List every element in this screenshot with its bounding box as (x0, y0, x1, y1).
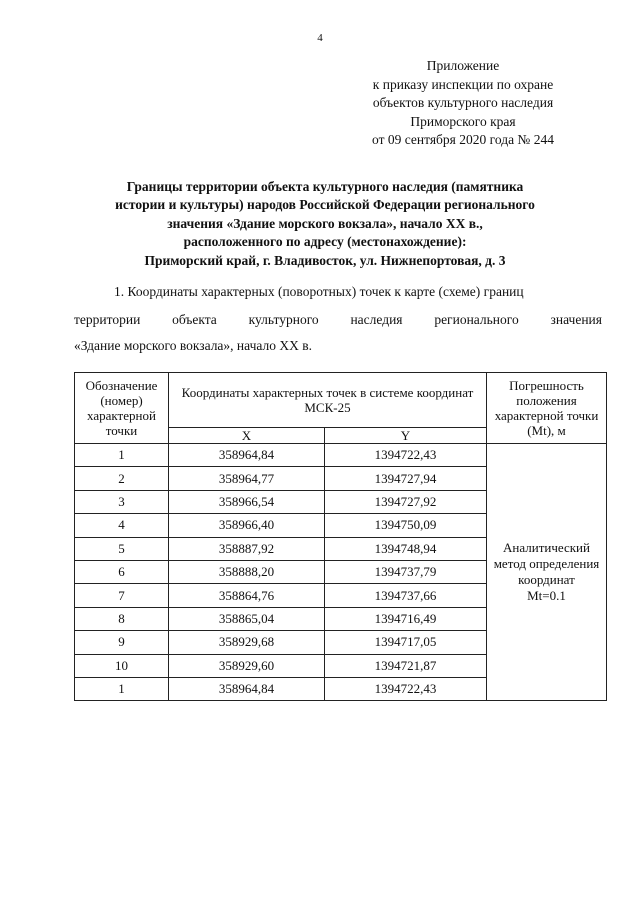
paragraph-line-1: 1. Координаты характерных (поворотных) точек к карте (схеме) границ (114, 284, 524, 299)
paragraph-word: значения (550, 312, 602, 327)
paragraph-word: регионального (434, 312, 519, 327)
x-cell: 358929,60 (169, 654, 325, 677)
point-cell: 1 (75, 677, 169, 700)
point-cell: 1 (75, 444, 169, 467)
error-note-line: координат (518, 572, 575, 588)
x-cell: 358888,20 (169, 560, 325, 583)
title-line: расположенного по адресу (местонахождение): (183, 234, 467, 250)
point-cell: 8 (75, 607, 169, 630)
title-line: истории и культуры) народов Российской Федерации регионального (115, 197, 535, 213)
x-cell: 358966,54 (169, 490, 325, 513)
point-cell: 9 (75, 631, 169, 654)
appendix-line: Приморского края (410, 113, 516, 129)
x-cell: 358964,84 (169, 444, 325, 467)
paragraph-word: территории (74, 312, 141, 327)
point-cell: 6 (75, 560, 169, 583)
y-cell: 1394722,43 (325, 444, 487, 467)
point-cell: 3 (75, 490, 169, 513)
error-note-cell (487, 444, 607, 701)
y-cell: 1394750,09 (325, 514, 487, 537)
y-cell: 1394727,94 (325, 467, 487, 490)
paragraph-line-3: «Здание морского вокзала», начало XX в. (74, 338, 312, 353)
y-cell: 1394721,87 (325, 654, 487, 677)
header-coordinates: Координаты характерных точек в системе координат МСК-25 (169, 373, 487, 428)
error-note-line: Mt=0.1 (527, 588, 566, 604)
y-cell: 1394727,92 (325, 490, 487, 513)
header-x: X (169, 428, 325, 444)
point-cell: 7 (75, 584, 169, 607)
x-cell: 358864,76 (169, 584, 325, 607)
y-cell: 1394722,43 (325, 677, 487, 700)
paragraph-line-2 (74, 312, 602, 328)
appendix-line: Приложение (426, 58, 500, 73)
header-point: Обозначение (номер) характерной точки (75, 373, 169, 444)
y-cell: 1394737,79 (325, 560, 487, 583)
coordinates-table (74, 372, 607, 701)
page-number: 4 (317, 32, 323, 44)
header-error: Погрешность положения характерной точки (Mt), м (487, 373, 607, 444)
y-cell: 1394717,05 (325, 631, 487, 654)
appendix-line: объектов культурного наследия (372, 95, 554, 110)
paragraph-word: объекта (172, 312, 217, 327)
table-row (75, 444, 607, 467)
y-cell: 1394748,94 (325, 537, 487, 560)
title-line: Границы территории объекта культурного наследия (памятника (126, 179, 524, 194)
x-cell: 358929,68 (169, 631, 325, 654)
point-cell: 10 (75, 654, 169, 677)
x-cell: 358887,92 (169, 537, 325, 560)
appendix-header (340, 57, 586, 150)
header-y: Y (325, 428, 487, 444)
error-note-line: метод определения (493, 556, 600, 572)
y-cell: 1394716,49 (325, 607, 487, 630)
point-cell: 4 (75, 514, 169, 537)
x-cell: 358865,04 (169, 607, 325, 630)
document-title (60, 178, 590, 270)
point-cell: 5 (75, 537, 169, 560)
appendix-line: к приказу инспекции по охране (372, 76, 554, 92)
point-cell: 2 (75, 467, 169, 490)
y-cell: 1394737,66 (325, 584, 487, 607)
x-cell: 358966,40 (169, 514, 325, 537)
error-note-line: Аналитический (503, 540, 590, 556)
appendix-line: от 09 сентября 2020 года № 244 (372, 132, 554, 147)
x-cell: 358964,77 (169, 467, 325, 490)
paragraph-word: культурного (248, 312, 319, 327)
paragraph-word: наследия (350, 312, 403, 327)
title-line: значения «Здание морского вокзала», начало XX в., (167, 215, 483, 231)
title-line: Приморский край, г. Владивосток, ул. Нижнепортовая, д. 3 (144, 252, 506, 268)
x-cell: 358964,84 (169, 677, 325, 700)
